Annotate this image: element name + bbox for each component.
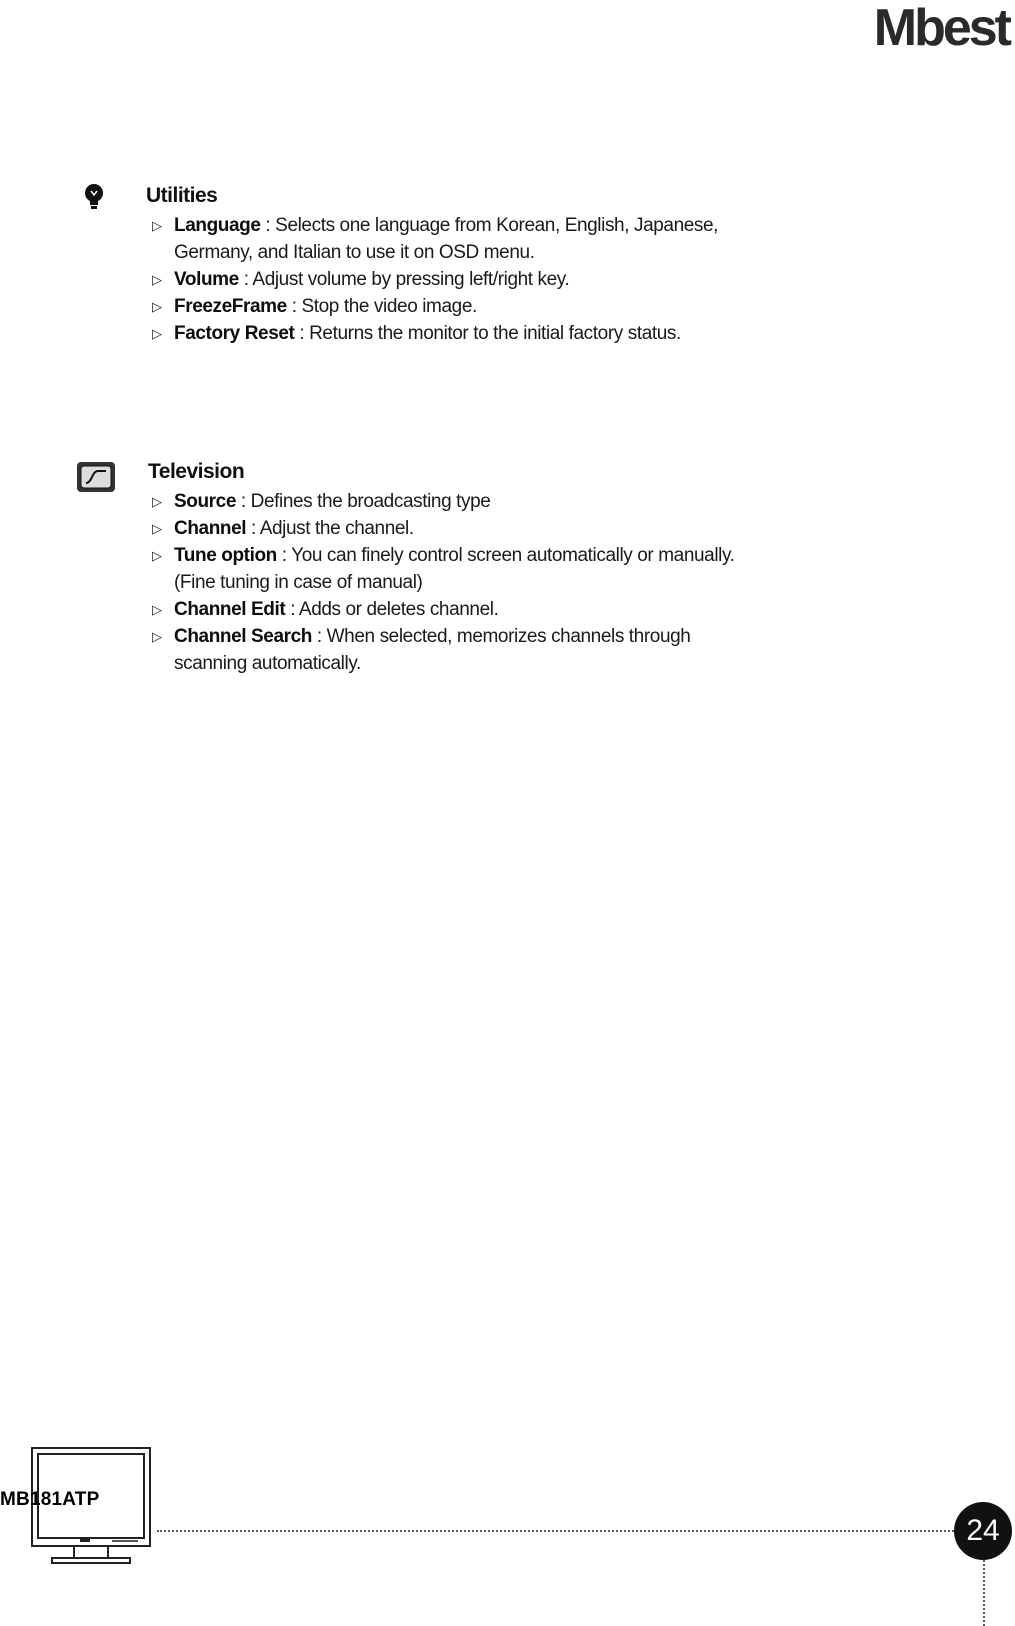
term-channel-search: Channel Search [174, 626, 313, 647]
list-item-volume [152, 266, 992, 293]
list-item-channel-search [152, 623, 992, 677]
desc-freezeframe: : Stop the video image. [286, 296, 477, 317]
term-freezeframe: FreezeFrame [174, 296, 287, 317]
desc-language: : Selects one language from Korean, English, Japanese, [260, 215, 719, 236]
list-item-factory-reset [152, 320, 992, 347]
footer-vertical-divider [983, 1560, 985, 1626]
triangle-bullet-icon: ▷ [152, 629, 162, 644]
triangle-bullet-icon: ▷ [152, 494, 162, 509]
desc-channel: : Adjust the channel. [246, 518, 414, 539]
desc-tune-option-cont: (Fine tuning in case of manual) [174, 572, 423, 593]
term-factory-reset: Factory Reset [174, 323, 295, 344]
term-tune-option: Tune option [174, 545, 277, 566]
desc-tune-option: : You can finely control screen automatically or manually. [276, 545, 735, 566]
model-name: MB181ATP [0, 1489, 100, 1510]
page-number: 24 [954, 1502, 1012, 1560]
list-item-freezeframe [152, 293, 992, 320]
list-item-language [152, 212, 992, 266]
desc-factory-reset: : Returns the monitor to the initial factory status. [294, 323, 681, 344]
section-title-utilities: Utilities [146, 184, 218, 207]
triangle-bullet-icon: ▷ [152, 326, 162, 341]
television-list [152, 488, 992, 677]
desc-channel-search: : When selected, memorizes channels through [312, 626, 691, 647]
lightbulb-icon [80, 182, 120, 216]
desc-channel-search-cont: scanning automatically. [174, 653, 361, 674]
term-volume: Volume [174, 269, 239, 290]
triangle-bullet-icon: ▷ [152, 602, 162, 617]
list-item-channel [152, 515, 992, 542]
desc-channel-edit: : Adds or deletes channel. [285, 599, 499, 620]
desc-volume: : Adjust volume by pressing left/right key. [238, 269, 570, 290]
list-item-source [152, 488, 992, 515]
term-language: Language [174, 215, 261, 236]
triangle-bullet-icon: ▷ [152, 299, 162, 314]
term-channel: Channel [174, 518, 247, 539]
triangle-bullet-icon: ▷ [152, 218, 162, 233]
footer-divider [157, 1530, 957, 1532]
tv-icon [76, 460, 116, 494]
utilities-list [152, 212, 992, 347]
term-channel-edit: Channel Edit [174, 599, 286, 620]
desc-source: : Defines the broadcasting type [236, 491, 491, 512]
brand-logo-text: Mbest [873, 0, 1009, 57]
desc-language-cont: Germany, and Italian to use it on OSD menu. [174, 242, 535, 263]
section-title-television: Television [148, 460, 245, 483]
list-item-channel-edit [152, 596, 992, 623]
list-item-tune-option [152, 542, 992, 596]
triangle-bullet-icon: ▷ [152, 272, 162, 287]
brand-logo [873, 0, 1009, 57]
triangle-bullet-icon: ▷ [152, 521, 162, 536]
term-source: Source [174, 491, 237, 512]
triangle-bullet-icon: ▷ [152, 548, 162, 563]
